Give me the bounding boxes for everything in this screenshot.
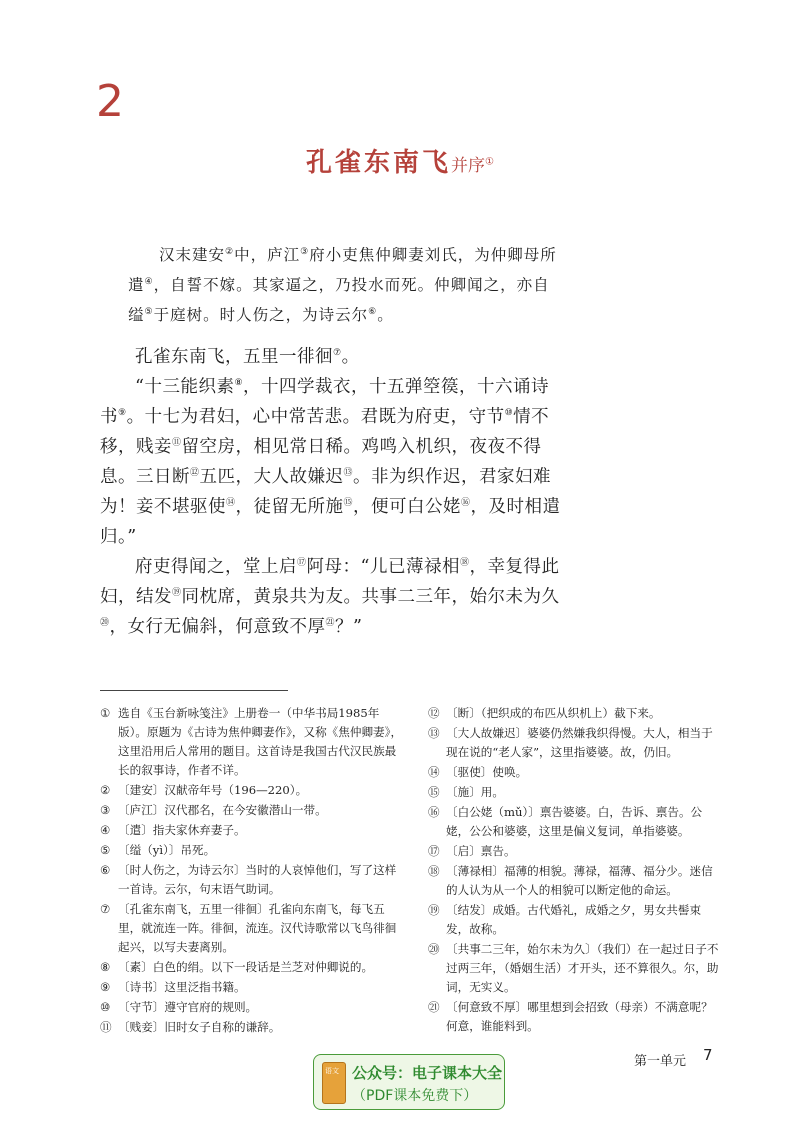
footnote-number: ⑤ [100,843,111,857]
footnote-number: ⑦ [100,902,111,916]
footnote-marker: ⑧ [234,378,244,389]
text-run: 五匹，大人故嫌迟 [199,467,344,487]
lesson-number: 2 [96,76,124,127]
footnote-marker: ⑯ [461,498,471,509]
footnote-number: ⑫ [428,706,440,720]
page-number: 7 [703,1046,713,1064]
footnote-number: ⑥ [100,863,111,877]
footnote-item [100,841,406,860]
footnote-item [100,821,406,840]
footnote-text: 〔诗书〕这里泛指书籍。 [118,980,246,994]
footnote-number: ⑯ [428,805,440,819]
footnote-text: 选自《玉台新咏笺注》上册卷一（中华书局1985年版）。原题为《古诗为焦仲卿妻作》，又称《焦仲卿妻》，这里沿用后人常用的题目。这首诗是我国古代汉民族最长的叙事诗，作者不详。 [118,706,403,777]
footnote-number: ⑰ [428,844,440,858]
footnote-item [428,901,720,939]
footnote-marker: ⑳ [100,618,110,629]
book-logo-icon [322,1062,346,1104]
text-run: 府小吏焦仲卿妻刘氏，为仲卿母所遣 [128,246,557,294]
footnote-text: 〔施〕用。 [446,785,504,799]
footnote-text: 〔大人故嫌迟〕婆婆仍然嫌我织得慢。大人，相当于现在说的“老人家”，这里指婆婆。故，仍旧。 [446,726,713,759]
text-run: 府吏得闻之，堂上启 [135,557,297,577]
footnote-number: ⑱ [428,864,440,878]
footnote-text: 〔结发〕成婚。古代婚礼，成婚之夕，男女共髻束发，故称。 [446,903,702,936]
footnote-number: ⑪ [100,1020,112,1034]
footnote-marker: ⑫ [190,468,200,479]
footnote-number: ⑬ [428,726,440,740]
footnote-marker: ⑩ [504,408,514,419]
footnote-number: ⑳ [428,942,440,956]
footnote-text: 〔建安〕汉献帝年号（196—220）。 [118,783,308,797]
footnote-number: ④ [100,823,111,837]
footnote-text: 〔遣〕指夫家休弃妻子。 [118,823,246,837]
text-run: ，徒留无所施 [235,497,344,517]
text-run: 留空房，相见常日稀。鸡鸣入机织，夜夜不得息。三日断 [100,437,542,487]
footnote-item [100,781,406,800]
poem-paragraph [100,342,566,372]
page-title [0,142,800,179]
title-main: 孔雀东南飞 [306,148,452,178]
footnote-item [428,803,720,841]
footnote-item [100,801,406,820]
footnote-number: ⑮ [428,785,440,799]
title-suffix: 并序 [451,156,486,176]
text-run: 同枕席，黄泉共为友。共事二三年，始尔未为久 [181,587,560,607]
footnote-number: ① [100,706,111,720]
footnote-marker: ⑬ [343,468,354,479]
footnote-item [100,861,406,899]
footnote-item [100,978,406,997]
text-run: 于庭树。时人伤之，为诗云尔 [153,306,369,324]
footnote-number: ⑭ [428,765,440,779]
poem-paragraph [100,552,566,642]
footnote-text: 〔薄禄相〕福薄的相貌。薄禄，福薄、福分少。迷信的人认为从一个人的相貌可以断定他的命运。 [446,864,713,897]
text-run: 。 [377,306,394,324]
text-run: ，女行无偏斜，何意致不厚 [109,617,326,637]
text-run: 中，庐江 [234,246,301,264]
footnote-item [100,704,406,780]
text-run: ，及时相遣归。” [100,497,561,547]
text-run: 汉末建安 [159,246,226,264]
footnote-marker: ③ [300,246,310,257]
footnote-rule [100,690,288,691]
title-footnote-mark: ① [485,156,494,168]
footnote-item [428,704,720,723]
footnote-text: 〔驱使〕使唤。 [446,765,528,779]
footer-unit-label: 第一单元 [634,1054,687,1069]
text-run: “十三能织素 [135,377,235,397]
footnote-item [428,842,720,861]
text-run: 阿母：“儿已薄禄相 [306,557,460,577]
footnote-text: 〔守节〕遵守官府的规则。 [118,1000,258,1014]
footnote-number: ⑲ [428,903,440,917]
banner-line-2: （PDF课本免费下） [352,1088,478,1104]
footnote-marker: ㉑ [325,618,336,629]
footnote-marker: ⑰ [297,558,307,569]
footnote-item [428,763,720,782]
footnote-marker: ② [225,246,235,257]
text-run: 。非为织作迟，君家妇难为！妾不堪驱使 [100,467,552,517]
footnote-number: ⑧ [100,960,111,974]
footnote-item [100,998,406,1017]
poem-paragraph [100,372,566,552]
footnote-item [428,862,720,900]
footnote-text: 〔断〕（把织成的布匹从织机上）截下来。 [446,706,661,720]
footnote-number: ② [100,783,111,797]
footnote-text: 〔启〕禀告。 [446,844,516,858]
footnote-marker: ⑤ [144,306,154,317]
footnote-number: ⑩ [100,1000,111,1014]
text-run: 孔雀东南飞，五里一徘徊 [135,347,333,367]
footnotes-right [428,704,720,1037]
banner-line-1: 公众号：电子课本大全 [352,1064,503,1082]
footnote-marker: ⑮ [343,498,354,509]
footnote-item [100,900,406,957]
logo-text: 语文 [325,1067,339,1075]
preface-paragraph [128,240,558,330]
footnote-marker: ⑭ [226,498,236,509]
footnote-item [100,958,406,977]
footnote-text: 〔贱妾〕旧时女子自称的谦辞。 [118,1020,281,1034]
watermark-banner [313,1054,505,1110]
footnote-marker: ⑱ [459,558,470,569]
footnote-text: 〔庐江〕汉代郡名，在今安徽潜山一带。 [118,803,327,817]
text-run: ，幸复得此妇，结发 [100,557,560,607]
footnote-item [428,998,720,1036]
footnote-number: ⑨ [100,980,111,994]
footnote-text: 〔缢（yì）〕吊死。 [118,843,216,857]
footnote-number: ③ [100,803,111,817]
footnotes-left [100,704,406,1038]
text-run: ，便可白公姥 [353,497,462,517]
footnote-item [428,783,720,802]
footnote-text: 〔何意致不厚〕哪里想到会招致（母亲）不满意呢？何意，谁能料到。 [446,1000,713,1033]
text-run: ，十四学裁衣，十五弹箜篌，十六诵诗书 [100,377,550,427]
footnote-item [100,1018,406,1037]
footnote-marker: ④ [144,276,154,287]
footnote-text: 〔孔雀东南飞，五里一徘徊〕孔雀向东南飞，每飞五里，就流连一阵。徘徊，流连。汉代诗歌常以飞鸟徘徊起兴，以写夫妻离别。 [118,902,397,954]
footnote-marker: ⑪ [172,438,182,449]
footnote-text: 〔时人伤之，为诗云尔〕当时的人哀悼他们，写了这样一首诗。云尔，句末语气助词。 [118,863,397,896]
footnote-marker: ⑲ [172,588,182,599]
text-run: 情不移，贱妾 [100,407,550,457]
text-run: ？” [335,617,363,637]
footnote-item [428,940,720,997]
footnote-text: 〔共事二三年，始尔未为久〕（我们）在一起过日子不过两三年，（婚姻生活）才开头，还不算很久。尔，助词，无实义。 [446,942,719,994]
footnote-text: 〔素〕白色的绢。以下一段话是兰芝对仲卿说的。 [118,960,374,974]
footnote-marker: ⑦ [333,348,342,359]
footnote-number: ㉑ [428,1000,440,1014]
footnote-text: 〔白公姥（mǔ）〕禀告婆婆。白，告诉、禀告。公姥，公公和婆婆，这里是偏义复词，单指婆婆。 [446,805,703,838]
text-run: 。 [341,347,360,367]
footnote-item [428,724,720,762]
footnote-marker: ⑨ [118,408,127,419]
text-run: 。十七为君妇，心中常苦悲。君既为府吏，守节 [126,407,505,427]
text-run: ，自誓不嫁。其家逼之，乃投水而死。仲卿闻之，亦自缢 [128,276,550,324]
poem-body [100,342,566,642]
footnote-marker: ⑥ [368,306,378,317]
